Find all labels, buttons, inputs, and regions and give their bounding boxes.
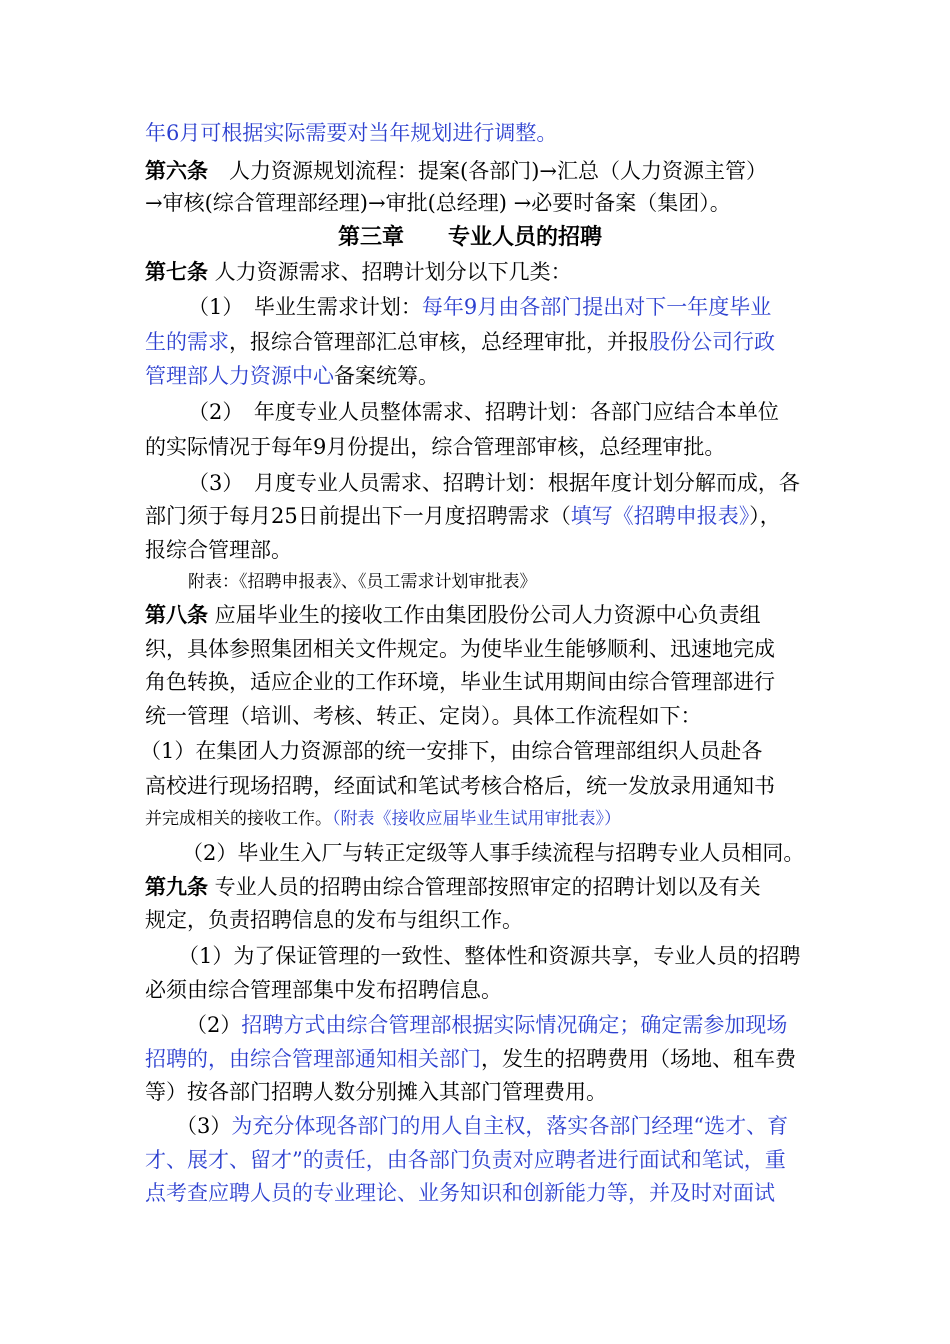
- text-run: 必须由综合管理部集中发布招聘信息。: [145, 978, 502, 1002]
- text-run: ，发生的招聘费用（场地、租车费: [481, 1047, 796, 1071]
- text-line: [0, 327, 950, 357]
- text-line: [0, 736, 950, 766]
- highlighted-text: 招聘的，由综合管理部通知相关部门: [145, 1047, 481, 1071]
- text-line: [0, 567, 950, 597]
- text-line: [0, 188, 950, 218]
- article-heading: 第九条: [145, 874, 208, 899]
- text-run: （1） 毕业生需求计划：: [188, 295, 422, 319]
- text-run: ，报综合管理部汇总审核，总经理审批，并报: [229, 330, 649, 354]
- text-line: [0, 941, 950, 971]
- text-run: （1）为了保证管理的一致性、整体性和资源共享，专业人员的招聘: [178, 944, 801, 968]
- highlighted-text: 管理部人力资源中心: [145, 364, 334, 388]
- highlighted-text: （附表《接收应届毕业生试用审批表》）: [332, 809, 621, 829]
- highlighted-text: 填写《招聘申报表》: [570, 504, 750, 528]
- text-line: [0, 872, 950, 902]
- text-run: 规定，负责招聘信息的发布与组织工作。: [145, 908, 523, 932]
- text-line: [0, 468, 950, 498]
- text-line: [0, 975, 950, 1005]
- text-run: （2）: [186, 1013, 242, 1037]
- text-run: 备案统筹。: [334, 364, 439, 388]
- text-run: 的实际情况于每年9月份提出，综合管理部审核，总经理审批。: [145, 435, 726, 459]
- text-line: [0, 535, 950, 565]
- text-line: [0, 804, 950, 834]
- text-run: （3）: [176, 1114, 232, 1138]
- highlighted-text: 招聘方式由综合管理部根据实际情况确定；确定需参加现场: [241, 1013, 788, 1037]
- text-line: [0, 292, 950, 322]
- text-line: [0, 771, 950, 801]
- text-line: [0, 1145, 950, 1175]
- highlighted-text: 点考查应聘人员的专业理论、业务知识和创新能力等，并及时对面试: [145, 1181, 775, 1205]
- text-line: [0, 1077, 950, 1107]
- article-heading: 第八条: [145, 602, 208, 627]
- highlighted-text: 年6月可根据实际需要对当年规划进行调整。: [145, 121, 558, 145]
- highlighted-text: 才、展才、留才”的责任，由各部门负责对应聘者进行面试和笔试，重: [145, 1148, 786, 1172]
- text-line: [0, 118, 950, 148]
- text-run: 报综合管理部。: [145, 538, 292, 562]
- text-line: [0, 600, 950, 630]
- text-run: 部门须于每月25日前提出下一月度招聘需求（: [145, 504, 571, 528]
- text-run: 等）按各部门招聘人数分别摊入其部门管理费用。: [145, 1080, 607, 1104]
- text-run: （2）毕业生入厂与转正定级等人事手续流程与招聘专业人员相同。: [182, 841, 805, 865]
- text-run: 统一管理（培训、考核、转正、定岗）。具体工作流程如下：: [145, 704, 702, 728]
- text-line: [0, 634, 950, 664]
- text-run: （2） 年度专业人员整体需求、招聘计划：各部门应结合本单位: [188, 400, 779, 424]
- text-run: 附表：《招聘申报表》、《员工需求计划审批表》: [188, 572, 537, 592]
- highlighted-text: 每年9月由各部门提出对下一年度毕业: [421, 295, 772, 319]
- text-run: （3） 月度专业人员需求、招聘计划：根据年度计划分解而成，各: [188, 471, 800, 495]
- text-line: [0, 156, 950, 186]
- text-line: [0, 701, 950, 731]
- text-line: [0, 1111, 950, 1141]
- text-run: （1）在集团人力资源部的统一安排下，由综合管理部组织人员赴各: [140, 739, 763, 763]
- text-line: [0, 1010, 950, 1040]
- highlighted-text: 股份公司行政: [649, 330, 775, 354]
- chapter-title: [0, 222, 950, 252]
- text-line: [0, 838, 950, 868]
- text-line: [0, 1044, 950, 1074]
- text-line: [0, 361, 950, 391]
- text-run: 人力资源需求、招聘计划分以下几类：: [208, 260, 572, 284]
- text-line: [0, 257, 950, 287]
- text-run: →审核(综合管理部经理)→审批(总经理) →必要时备案（集团）。: [145, 191, 731, 215]
- text-run: 角色转换，适应企业的工作环境，毕业生试用期间由综合管理部进行: [145, 670, 775, 694]
- text-run: ），: [749, 504, 781, 528]
- text-line: [0, 397, 950, 427]
- article-heading: 第三章 专业人员的招聘: [338, 224, 603, 250]
- article-heading: 第七条: [145, 259, 208, 284]
- highlighted-text: 为充分体现各部门的用人自主权，落实各部门经理“选才、育: [231, 1114, 789, 1138]
- highlighted-text: 生的需求: [145, 330, 229, 354]
- text-run: 织，具体参照集团相关文件规定。为使毕业生能够顺利、迅速地完成: [145, 637, 775, 661]
- text-line: [0, 501, 950, 531]
- text-run: 高校进行现场招聘，经面试和笔试考核合格后，统一发放录用通知书: [145, 774, 775, 798]
- text-run: 专业人员的招聘由综合管理部按照审定的招聘计划以及有关: [208, 875, 761, 899]
- text-line: [0, 1178, 950, 1208]
- text-run: 应届毕业生的接收工作由集团股份公司人力资源中心负责组: [208, 603, 761, 627]
- text-run: 并完成相关的接收工作。: [145, 809, 332, 829]
- text-run: 人力资源规划流程：提案(各部门)→汇总（人力资源主管）: [208, 159, 767, 183]
- text-line: [0, 905, 950, 935]
- text-line: [0, 667, 950, 697]
- text-line: [0, 432, 950, 462]
- article-heading: 第六条: [145, 158, 208, 183]
